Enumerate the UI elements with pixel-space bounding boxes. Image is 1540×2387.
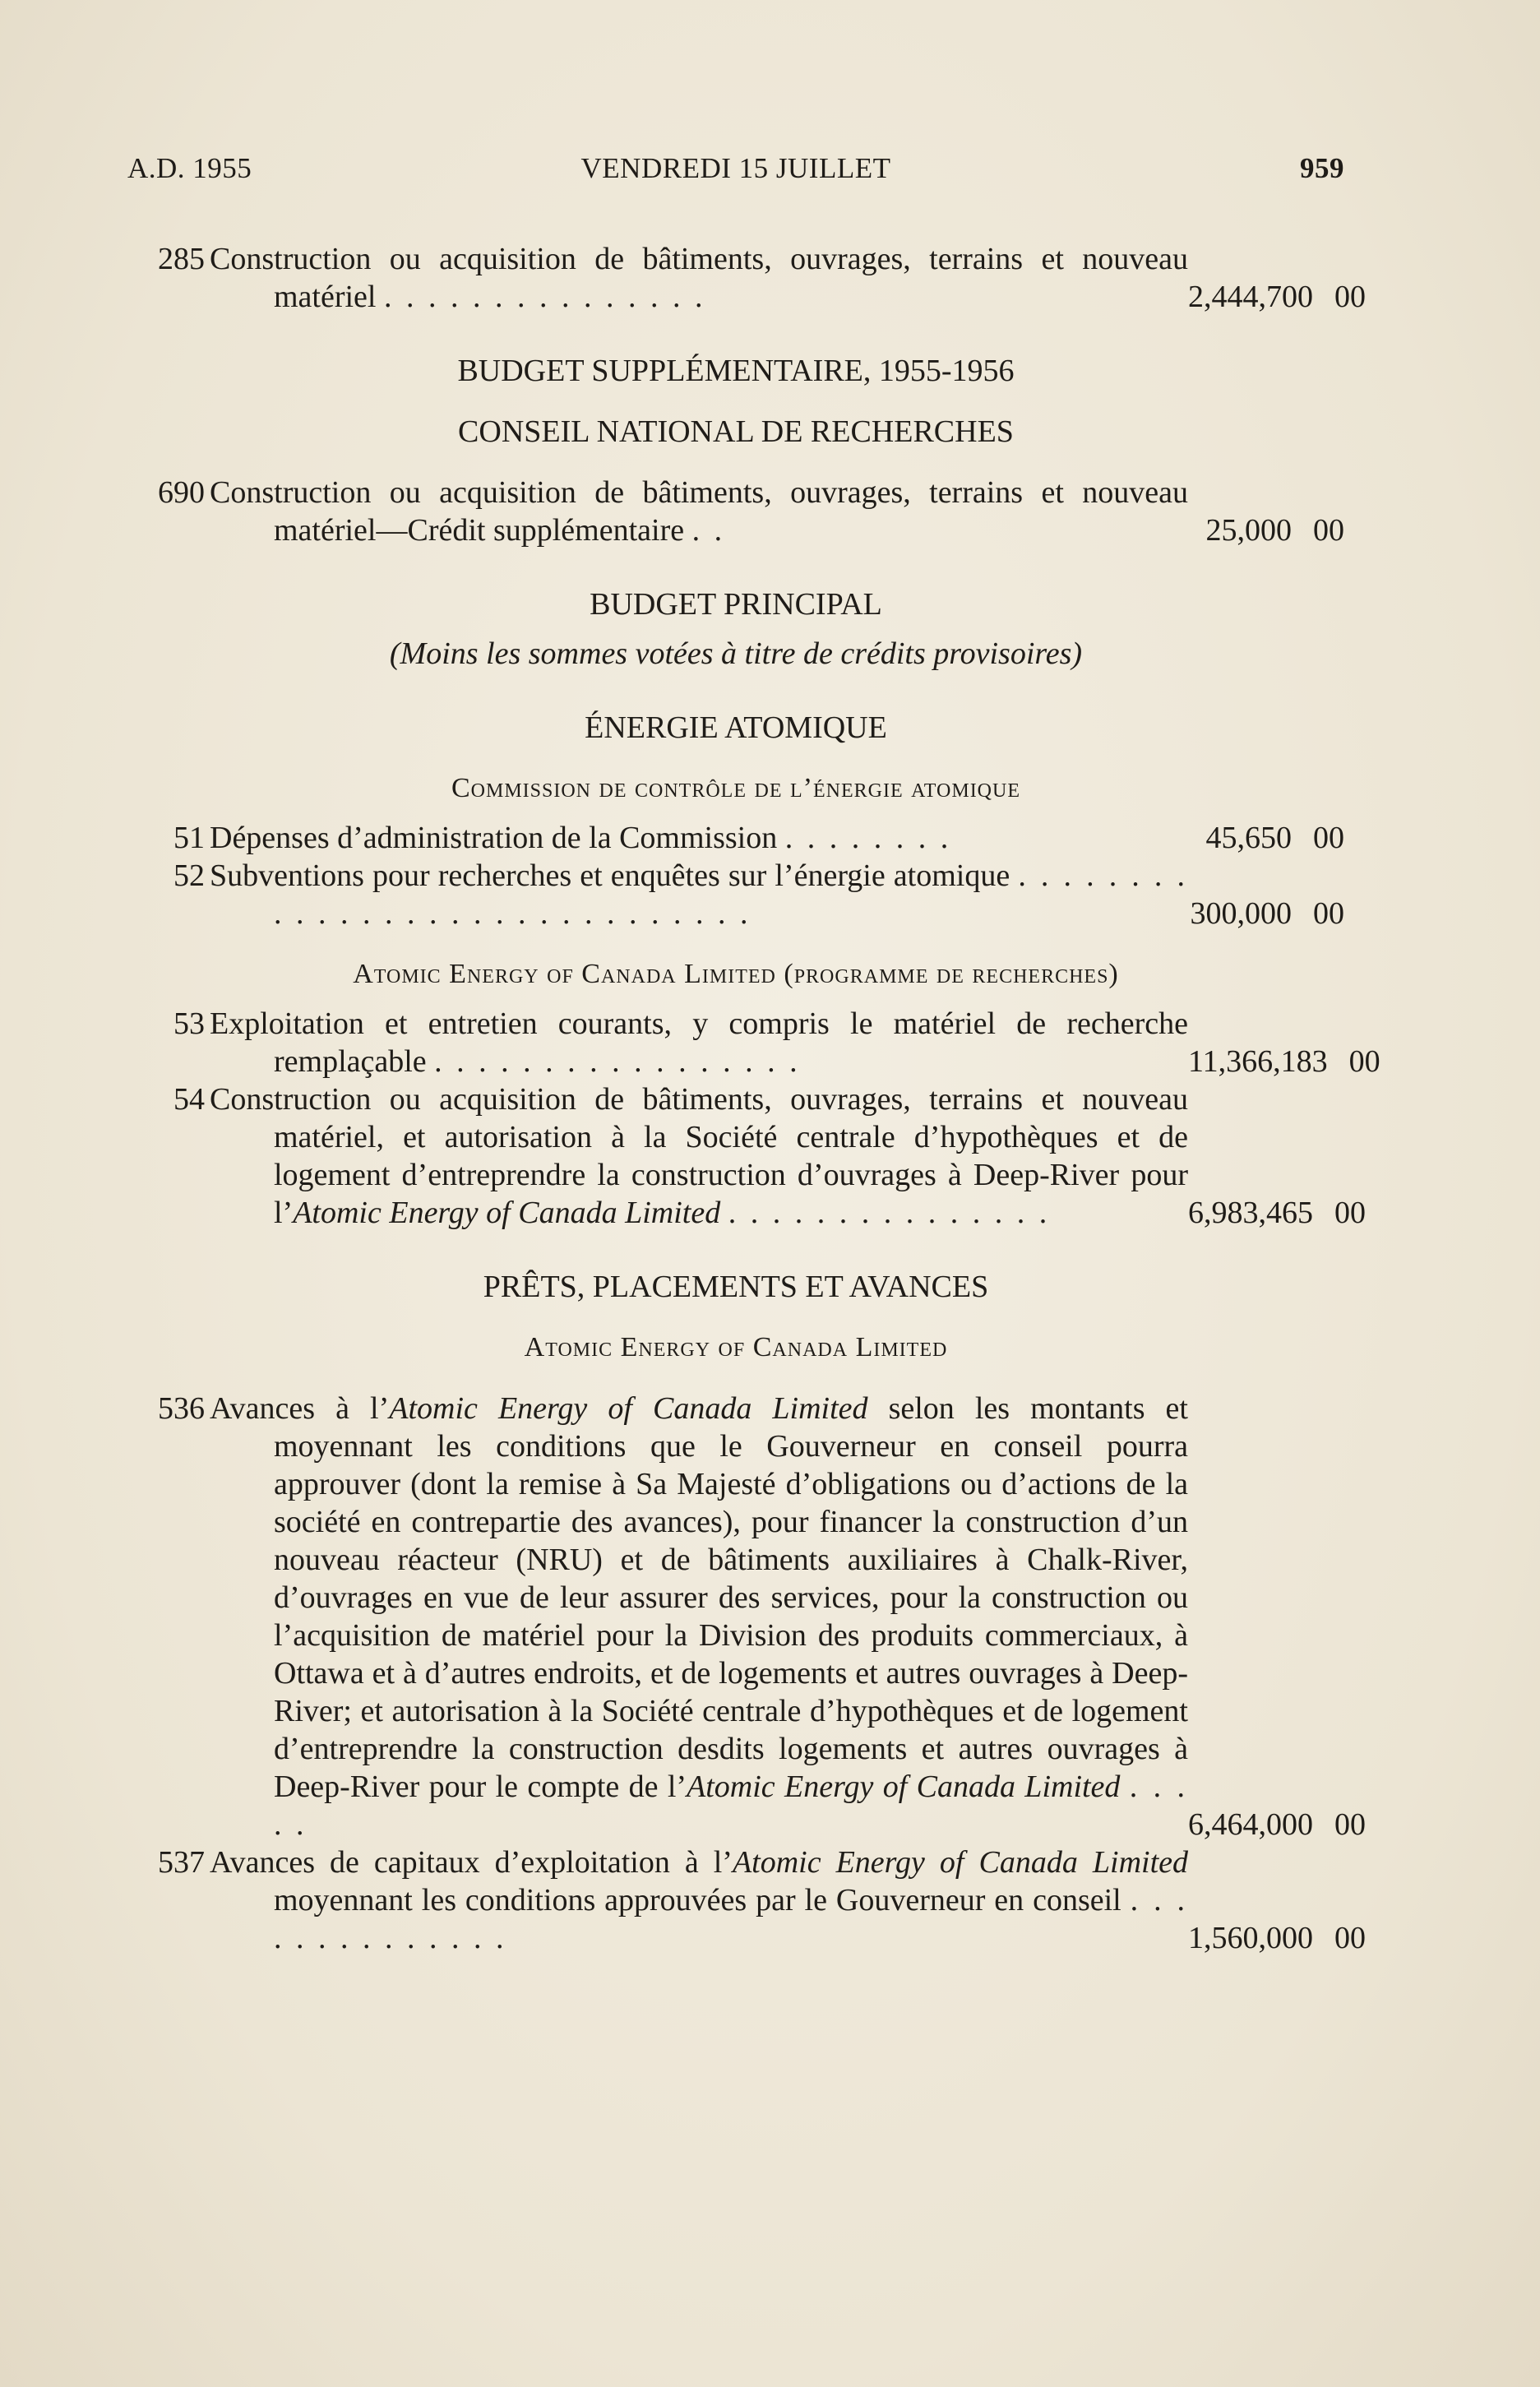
vote-number: 54	[173, 1082, 205, 1117]
vote-item-536	[127, 1390, 1366, 1843]
vote-amount: 45,650 00	[1205, 821, 1344, 855]
dot-leader: . . . . .	[274, 1769, 1189, 1842]
vote-text: Dépenses d’administration de la Commission . . . . . . . .	[210, 821, 952, 855]
vote-text: Avances à l’Atomic Energy of Canada Limited selon les montants et moyennant les conditions que le Gouverneur en conseil pourra approuver (dont la remise à Sa Majesté d’obligations ou d’actions de la société en contrepartie des avances), pour financer la construction d’un nouveau réacteur (NRU) et de bâtiments auxiliaires à Chalk-River, d’ouvrages en vue de leur assurer des services, pour la construction ou l’acquisition de matériel pour la Division des produits commerciaux, à Ottawa et à d’autres endroits, et de logements et autres ouvrages à Deep-River; et autorisation à la Société centrale d’hypothèques et de logement d’entreprendre la construction desdits logements et autres ouvrages à Deep-River pour le compte de l’Atomic Energy of Canada Limited . . . . .	[210, 1391, 1189, 1842]
section-heading-prets: PRÊTS, PLACEMENTS ET AVANCES	[483, 1270, 989, 1304]
vote-number: 53	[173, 1006, 205, 1041]
vote-amount: 6,464,000 00	[1188, 1807, 1366, 1842]
vote-text: Construction ou acquisition de bâtiments, ouvrages, terrains et nouveau matériel—Crédit supplémentaire . .	[210, 475, 1188, 548]
vote-item-53	[127, 1005, 1380, 1080]
dot-leader: . . . . . . . . . . . . . . . . . . . . . . . . . . . . . .	[274, 858, 1189, 931]
section-heading-aecl: Atomic Energy of Canada Limited	[524, 1332, 948, 1362]
vote-number: 537	[158, 1845, 205, 1880]
vote-text: Construction ou acquisition de bâtiments, ouvrages, terrains et nouveau matériel . . . . . . . . . . . . . . .	[210, 242, 1188, 314]
vote-amount: 2,444,700 00	[1188, 280, 1366, 314]
section-heading-energie: ÉNERGIE ATOMIQUE	[585, 710, 887, 745]
vote-amount: 6,983,465 00	[1188, 1196, 1366, 1230]
header-year: A.D. 1955	[127, 152, 252, 184]
page-header	[127, 152, 1344, 201]
dot-leader: . . . . . . . . . . . . . . .	[728, 1196, 1051, 1230]
vote-amount: 25,000 00	[1205, 513, 1344, 548]
dot-leader: . . . . . . . . . . . . . . . . .	[434, 1044, 801, 1079]
vote-item-54	[127, 1080, 1366, 1232]
vote-text: Construction ou acquisition de bâtiments, ouvrages, terrains et nouveau matériel, et autorisation à la Société centrale d’hypothèques et de logement d’entreprendre la construction d’ouvrages à Deep-River pour l’Atomic Energy of Canada Limited . . . . . . . . . . . . . . .	[210, 1082, 1188, 1230]
vote-item-285	[127, 240, 1366, 316]
vote-item-537	[127, 1843, 1366, 1957]
vote-number: 536	[158, 1391, 205, 1426]
vote-amount: 1,560,000 00	[1188, 1921, 1366, 1955]
section-heading-aecl-programme: Atomic Energy of Canada Limited (programme de recherches)	[353, 959, 1119, 989]
dot-leader: . .	[691, 513, 726, 548]
vote-text: Subventions pour recherches et enquêtes sur l’énergie atomique . . . . . . . . . . . . . . . . . . . . . . . . . . . . . .	[210, 858, 1189, 931]
page-number: 959	[1300, 152, 1344, 184]
page-body	[127, 240, 1380, 1957]
vote-number: 51	[173, 821, 205, 855]
dot-leader: . . . . . . . .	[784, 821, 952, 855]
section-heading-budget-supplementaire: BUDGET SUPPLÉMENTAIRE, 1955-1956	[457, 354, 1015, 388]
section-heading-conseil: CONSEIL NATIONAL DE RECHERCHES	[458, 414, 1014, 449]
vote-text: Exploitation et entretien courants, y compris le matériel de recherche remplaçable . . . . . . . . . . . . . . . . .	[210, 1006, 1188, 1079]
vote-item-52	[127, 857, 1344, 932]
dot-leader: . . . . . . . . . . . . . .	[274, 1883, 1188, 1955]
header-date: VENDREDI 15 JUILLET	[580, 152, 891, 184]
section-subheading-moins: (Moins les sommes votées à titre de crédits provisoires)	[389, 636, 1083, 671]
vote-text: Avances de capitaux d’exploitation à l’Atomic Energy of Canada Limited moyennant les conditions approuvées par le Gouverneur en conseil . . . . . . . . . . . . . .	[210, 1845, 1188, 1955]
vote-amount: 11,366,183 00	[1188, 1044, 1380, 1079]
vote-number: 52	[173, 858, 205, 893]
vote-number: 690	[158, 475, 205, 510]
vote-number: 285	[158, 242, 205, 276]
dot-leader: . . . . . . . . . . . . . . .	[383, 280, 706, 314]
section-heading-commission: Commission de contrôle de l’énergie atomique	[451, 773, 1021, 803]
vote-amount: 300,000 00	[1190, 896, 1344, 931]
vote-item-690	[127, 474, 1344, 549]
section-heading-budget-principal: BUDGET PRINCIPAL	[590, 587, 882, 622]
vote-item-51	[127, 819, 1344, 857]
